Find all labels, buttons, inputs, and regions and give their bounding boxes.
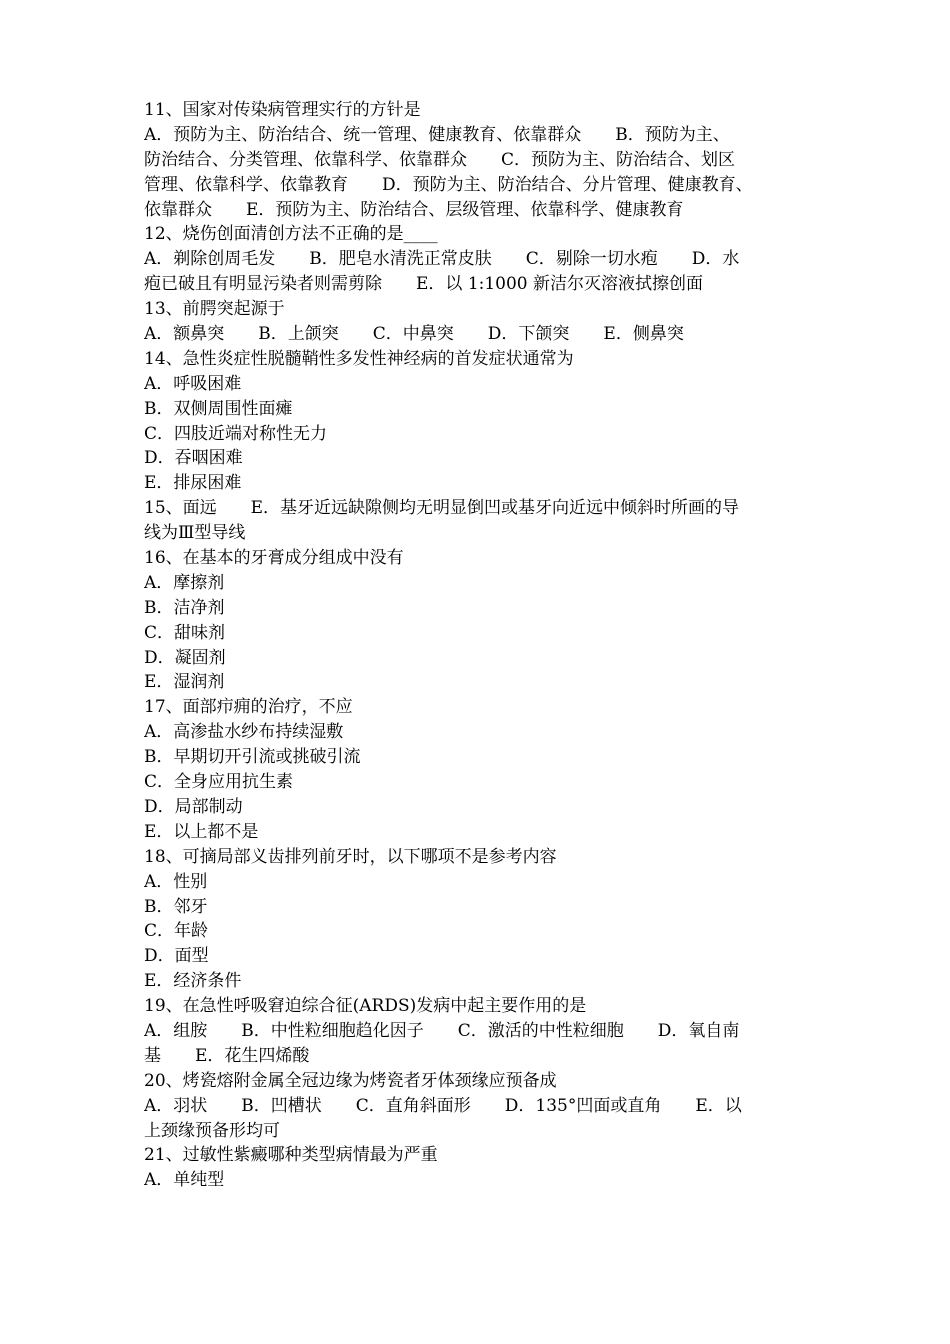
- text-line: C．甜味剂: [144, 622, 226, 643]
- text-line: E．排尿困难: [144, 473, 242, 494]
- text-line: B．洁净剂: [144, 597, 225, 618]
- text-line: 管理、依靠科学、依靠教育 D．预防为主、防治结合、分片管理、健康教育、: [144, 174, 753, 195]
- text-line: D．面型: [144, 946, 209, 967]
- text-line: B．邻牙: [144, 896, 208, 917]
- text-line: 18、可摘局部义齿排列前牙时，以下哪项不是参考内容: [144, 846, 557, 867]
- text-line: A．组胺 B．中性粒细胞趋化因子 C．激活的中性粒细胞 D．氧自南: [144, 1020, 740, 1041]
- text-line: 21、过敏性紫癜哪种类型病情最为严重: [144, 1145, 438, 1166]
- text-line: D．局部制动: [144, 796, 243, 817]
- text-line: 16、在基本的牙膏成分组成中没有: [144, 548, 404, 569]
- text-line: D．凝固剂: [144, 647, 226, 668]
- text-line: D．吞咽困难: [144, 448, 243, 469]
- text-line: 14、急性炎症性脱髓鞘性多发性神经病的首发症状通常为: [144, 348, 574, 369]
- text-line: A．单纯型: [144, 1170, 225, 1191]
- text-line: A．高渗盐水纱布持续湿敷: [144, 722, 344, 743]
- text-line: 17、面部疖痈的治疗，不应: [144, 697, 353, 718]
- text-line: 19、在急性呼吸窘迫综合征(ARDS)发病中起主要作用的是: [144, 996, 587, 1017]
- text-line: 依靠群众 E．预防为主、防治结合、层级管理、依靠科学、健康教育: [144, 199, 684, 220]
- text-line: A．呼吸困难: [144, 373, 242, 394]
- text-line: E．以上都不是: [144, 821, 259, 842]
- text-line: 15、面远 E．基牙近远缺隙侧均无明显倒凹或基牙向近远中倾斜时所画的导: [144, 498, 740, 519]
- text-line: E．湿润剂: [144, 672, 225, 693]
- text-line: B．双侧周围性面瘫: [144, 398, 293, 419]
- text-line: E．经济条件: [144, 971, 242, 992]
- text-line: A．剃除创周毛发 B．肥皂水清洗正常皮肤 C．剔除一切水疱 D．水: [144, 249, 740, 270]
- text-line: A．羽状 B．凹槽状 C．直角斜面形 D．135°凹面或直角 E．以: [144, 1095, 742, 1116]
- text-line: A．性别: [144, 871, 208, 892]
- text-line: C．四肢近端对称性无力: [144, 423, 328, 444]
- text-line: C．全身应用抗生素: [144, 772, 294, 793]
- text-line: 上颈缘预备形均可: [144, 1120, 280, 1141]
- text-line: B．早期切开引流或挑破引流: [144, 747, 361, 768]
- text-line: 防治结合、分类管理、依靠科学、依靠群众 C．预防为主、防治结合、划区: [144, 149, 736, 170]
- text-line: 20、烤瓷熔附金属全冠边缘为烤瓷者牙体颈缘应预备成: [144, 1070, 557, 1091]
- text-line: 13、前腭突起源于: [144, 299, 285, 320]
- text-line: A．预防为主、防治结合、统一管理、健康教育、依靠群众 B．预防为主、: [144, 124, 730, 145]
- text-line: 疱已破且有明显污染者则需剪除 E．以 1:1000 新洁尔灭溶液拭擦创面: [144, 274, 704, 295]
- text-line: 基 E．花生四烯酸: [144, 1045, 310, 1066]
- document-page: [144, 98, 808, 1193]
- text-line: C．年龄: [144, 921, 209, 942]
- text-line: A．额鼻突 B．上颌突 C．中鼻突 D．下颌突 E．侧鼻突: [144, 324, 684, 345]
- text-line: 11、国家对传染病管理实行的方针是: [144, 100, 421, 120]
- text-line: 12、烧伤创面清创方法不正确的是____: [144, 224, 438, 245]
- text-line: 线为Ⅲ型导线: [144, 523, 246, 544]
- text-line: A．摩擦剂: [144, 572, 225, 593]
